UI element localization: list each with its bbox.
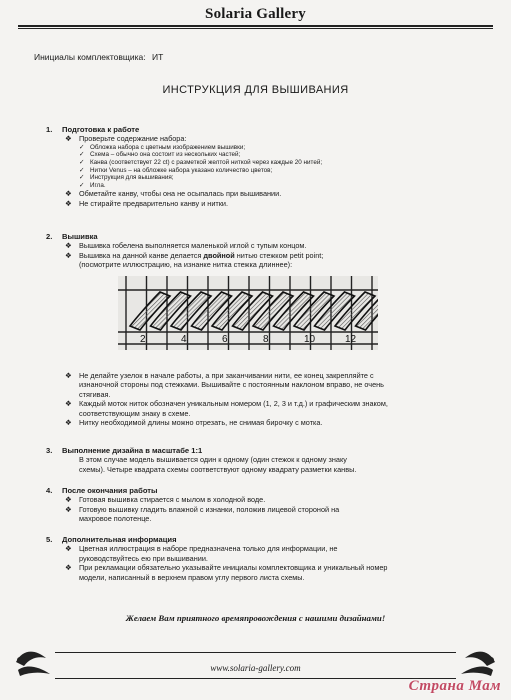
checkmark-icon: ✓ — [79, 174, 85, 182]
section-title: Выполнение дизайна в масштабе 1:1 — [62, 446, 203, 455]
petit-point-stitch-illustration — [118, 276, 378, 350]
paragraph-line: руководствуйтесь ею при вышивании. — [79, 553, 208, 563]
assembler-line — [34, 52, 163, 62]
sub-list-item: ✓ Канва (соответствует 22 ct) с разметкой желтой ниткой через каждые 20 нитей; — [79, 159, 323, 166]
list-item: ❖ Нитку необходимой длины можно отрезать, не снимая бирочку с мотка. — [65, 418, 323, 428]
brand-title: Solaria Gallery — [205, 6, 306, 22]
stitch-number-label: 6 — [222, 334, 228, 345]
footer-rule-bottom — [55, 678, 456, 679]
checkmark-icon: ✓ — [79, 181, 85, 189]
list-item: ❖ Обметайте канву, чтобы она не осыпалась при вышивании. — [65, 189, 282, 199]
closing-wish: Желаем Вам приятного времяпровождения с нашими дизайнами! — [125, 613, 386, 623]
section-title: Подготовка к работе — [62, 125, 140, 134]
section-4 — [46, 486, 339, 524]
checkmark-icon: ✓ — [79, 166, 85, 174]
diamond-bullet-icon: ❖ — [65, 504, 72, 514]
stitch-number-label: 10 — [304, 334, 316, 345]
diamond-bullet-icon: ❖ — [65, 134, 72, 144]
stitch-number-label: 8 — [263, 334, 269, 345]
diamond-bullet-icon: ❖ — [65, 495, 72, 505]
section-1 — [46, 125, 322, 208]
section-title: Дополнительная информация — [62, 535, 177, 544]
list-item: ❖ Готовая вышивка стирается с мылом в холодной воде. — [65, 495, 266, 505]
section-heading — [46, 486, 339, 495]
assembler-value: ИТ — [151, 52, 164, 62]
sub-list-item: ✓ Нитки Venus – на обложке набора указано количество цветов; — [79, 166, 273, 174]
top-rule-thin — [18, 28, 493, 29]
diamond-bullet-icon: ❖ — [65, 544, 72, 554]
sub-list-item: ✓ Схема – обычно она состоит из нескольких частей; — [79, 151, 241, 159]
watermark-text: Страна Мам — [408, 678, 501, 694]
list-item: ❖ Готовую вышивку гладить влажной с изнанки, положив лицевой стороной на — [65, 504, 340, 514]
section-number: 2. — [46, 232, 53, 241]
paragraph-line: (посмотрите иллюстрацию, на изнанке нитка стежка длиннее): — [79, 260, 293, 270]
section-5 — [46, 535, 387, 582]
emphasis-double: двойной — [203, 250, 235, 260]
section-title: Вышивка — [62, 232, 98, 241]
paragraph-line: модели, написанный в верхнем правом углу первого листа схемы. — [79, 572, 305, 582]
section-number: 3. — [46, 446, 53, 455]
paragraph-line: стягивая. — [79, 389, 111, 399]
list-item: ❖ Цветная иллюстрация в наборе предназначена только для информации, не — [65, 544, 338, 554]
diamond-bullet-icon: ❖ — [65, 189, 72, 199]
sub-list-item: ✓ Обложка набора с цветным изображением вышивки; — [79, 143, 246, 151]
section-2-continued — [46, 371, 388, 427]
diamond-bullet-icon: ❖ — [65, 250, 72, 260]
list-item: ❖ Не стирайте предварительно канву и нитки. — [65, 198, 229, 208]
paragraph-line: В этом случае модель вышивается один к одному (один стежок к одному знаку — [79, 455, 347, 465]
document-title: ИНСТРУКЦИЯ ДЛЯ ВЫШИВАНИЯ — [162, 84, 349, 96]
checkmark-icon: ✓ — [79, 151, 85, 159]
list-item: ❖ Вышивка на данной канве делается двойной нитью стежком petit point; — [65, 250, 324, 260]
list-item: ❖ Вышивка гобелена выполняется маленькой иглой с тупым концом. — [65, 241, 307, 251]
sub-list-item: ✓ Игла. — [79, 181, 106, 189]
diamond-bullet-icon: ❖ — [65, 563, 72, 573]
section-heading — [46, 535, 387, 544]
section-number: 4. — [46, 486, 53, 495]
paragraph-line: махровое полотенце. — [79, 514, 152, 524]
list-item: ❖ Не делайте узелок в начале работы, а при заканчивании нити, ее конец закрепляйте с — [65, 371, 374, 380]
section-number: 5. — [46, 535, 53, 544]
section-2 — [46, 232, 323, 270]
checkmark-icon: ✓ — [79, 143, 85, 151]
diamond-bullet-icon: ❖ — [65, 198, 72, 208]
floral-ornament-left-icon — [12, 640, 54, 680]
stitch-number-label: 4 — [181, 334, 187, 345]
diamond-bullet-icon: ❖ — [65, 399, 72, 409]
paragraph-line: изнаночной стороны под стежками. Вышивайте с постоянным наклоном вправо, не очень — [79, 380, 384, 390]
list-item: ❖ Проверьте содержание набора: — [65, 134, 187, 144]
stitch-number-label: 12 — [345, 334, 357, 345]
section-3 — [46, 446, 356, 474]
floral-ornament-right-icon — [457, 640, 499, 680]
assembler-label: Инициалы комплектовщика: — [34, 52, 146, 62]
section-number: 1. — [46, 125, 53, 134]
sub-list-item: ✓ Инструкция для вышивания; — [79, 174, 174, 182]
checkmark-icon: ✓ — [79, 159, 85, 166]
section-title: После окончания работы — [62, 486, 158, 495]
top-rule — [18, 25, 493, 27]
list-item: ❖ Каждый моток ниток обозначен уникальным номером (1, 2, 3 и т.д.) и графическим знаком, — [65, 399, 388, 409]
stitch-number-label: 2 — [140, 334, 146, 345]
diamond-bullet-icon: ❖ — [65, 418, 72, 428]
diamond-bullet-icon: ❖ — [65, 241, 72, 251]
section-heading — [46, 446, 356, 455]
footer-rule-top — [55, 652, 456, 653]
section-heading — [46, 232, 323, 241]
list-item: ❖ При рекламации обязательно указывайте инициалы комплектовщика и уникальный номер — [65, 563, 388, 573]
paragraph-line: соответствующим знаку в схеме. — [79, 408, 191, 418]
website-link[interactable]: www.solaria-gallery.com — [210, 663, 301, 673]
diamond-bullet-icon: ❖ — [65, 371, 72, 380]
section-heading — [46, 125, 322, 134]
paragraph-line: схемы). Четыре квадрата схемы соответствуют одному квадрату разметки канвы. — [79, 464, 357, 474]
